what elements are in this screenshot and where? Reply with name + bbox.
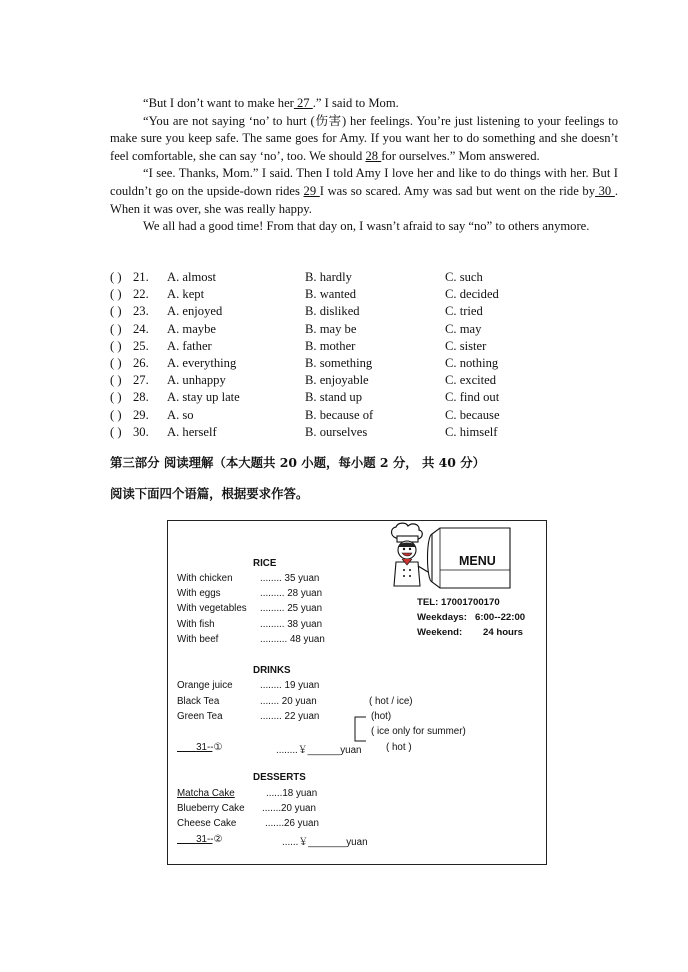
dessert-item-name: Cheese Cake (177, 818, 237, 829)
question-number: 26. (133, 355, 149, 370)
option-row (110, 356, 630, 373)
option-a: A. unhappy (167, 373, 226, 388)
answer-paren: ( ) (110, 338, 122, 353)
drink-item-name: Green Tea (177, 711, 223, 722)
option-a: A. herself (167, 424, 217, 439)
passage-text: .” I said to Mom. (312, 96, 399, 110)
question-number: 27. (133, 373, 149, 388)
question-number: 22. (133, 287, 149, 302)
weekend-label: Weekend: (417, 627, 463, 638)
weekdays-hours: 6:00--22:00 (475, 612, 526, 623)
passage-text: . When it was over, she was really happy. (110, 183, 618, 216)
bracket-icon (350, 716, 368, 742)
option-a: A. maybe (167, 321, 216, 336)
option-a: A. father (167, 338, 212, 353)
rice-item-name: With vegetables (177, 603, 247, 614)
option-c: C. sister (445, 338, 487, 353)
answer-paren: ( ) (110, 270, 122, 284)
option-a: A. so (167, 407, 194, 422)
rice-item-name: With fish (177, 619, 215, 630)
answer-paren: ( ) (110, 407, 122, 422)
blank-31-1-label: 31--① (196, 742, 223, 753)
rice-heading: RICE (253, 558, 277, 569)
dessert-item-price: .......20 yuan (262, 803, 316, 814)
dessert-item-name: Matcha Cake (177, 788, 235, 799)
option-b: B. hardly (305, 270, 352, 284)
option-c: C. may (445, 321, 482, 336)
option-b: B. enjoyable (305, 373, 369, 388)
passage-text: “You are not saying ‘no’ to hurt (伤害) her feelings. You’re just listening to your feelings to make sure you keep safe. The same goes for Amy. If you want her to do something and she doesn’t feel comfortable, she can say ‘no’, too. We should (110, 113, 618, 163)
blank-31-2 (177, 834, 223, 845)
menu-card (167, 520, 547, 865)
option-a: A. kept (167, 287, 205, 302)
question-number: 25. (133, 338, 149, 353)
option-b: B. ourselves (305, 424, 368, 439)
section-instruction: 阅读下面四个语篇，根据要求作答。 (110, 486, 309, 501)
option-c: C. find out (445, 390, 500, 405)
option-c: C. himself (445, 424, 498, 439)
dessert-item-price: .......26 yuan (265, 818, 319, 829)
option-row (110, 322, 630, 339)
passage-paragraph-4: We all had a good time! From that day on, I wasn’t afraid to say “no” to others anymore. (143, 219, 590, 234)
passage-text: for ourselves.” Mom answered. (381, 148, 540, 163)
option-c: C. decided (445, 287, 499, 302)
blank-31-1-note: ( hot ) (386, 742, 412, 753)
answer-paren: ( ) (110, 424, 122, 439)
question-number: 24. (133, 321, 149, 336)
drink-item-name: Black Tea (177, 696, 220, 707)
question-number: 30. (133, 424, 149, 439)
drink-item-price: ....... 20 yuan (260, 696, 317, 707)
desserts-heading: DESSERTS (253, 772, 306, 783)
drink-item-price: ........ 19 yuan (260, 680, 320, 691)
reading-passage (110, 95, 618, 236)
option-c: C. nothing (445, 355, 499, 370)
option-c: C. such (445, 270, 483, 284)
blank-31-2-label: 31--② (196, 834, 223, 845)
passage-text: “I see. Thanks, Mom.” I said. Then I told Amy I love her and like to do things with her. But I couldn’t go on the upside-down rides (110, 166, 618, 198)
blank-31-2-price: ......￥_______yuan (282, 837, 368, 848)
note-hot: (hot) (371, 711, 392, 722)
option-row (110, 408, 630, 425)
blank-29: 29 (303, 183, 320, 198)
note-ice-summer: ( ice only for summer) (371, 726, 466, 737)
note-hot-ice: ( hot / ice) (369, 696, 413, 707)
dessert-item-name: Blueberry Cake (177, 803, 245, 814)
option-row (110, 425, 630, 442)
question-number: 23. (133, 304, 149, 319)
menu-tel: TEL: 17001700170 (417, 597, 500, 608)
answer-paren: ( ) (110, 373, 122, 388)
answer-paren: ( ) (110, 304, 122, 319)
option-c: C. tried (445, 304, 483, 319)
blank-31-1 (177, 742, 223, 753)
passage-paragraph-3 (110, 165, 618, 218)
question-number: 21. (133, 270, 149, 284)
answer-paren: ( ) (110, 321, 122, 336)
menu-title: MENU (459, 554, 496, 568)
blank-31-1-price: ........￥______yuan (276, 745, 362, 756)
options-list (110, 270, 630, 442)
rice-item-name: With beef (177, 634, 219, 645)
rice-item-price: ........ 35 yuan (260, 573, 320, 584)
dessert-item-price: ......18 yuan (266, 788, 318, 799)
blank-30: 30 (595, 183, 615, 198)
option-a: A. enjoyed (167, 304, 223, 319)
rice-item-price: .......... 48 yuan (260, 634, 325, 645)
weekend-hours: 24 hours (483, 627, 523, 638)
blank-27: 27 (293, 96, 313, 110)
rice-item-price: ......... 25 yuan (260, 603, 323, 614)
rice-item-name: With eggs (177, 588, 221, 599)
answer-paren: ( ) (110, 390, 122, 405)
option-b: B. mother (305, 338, 356, 353)
option-b: B. may be (305, 321, 357, 336)
question-number: 28. (133, 390, 149, 405)
option-a: A. stay up late (167, 390, 240, 405)
option-b: B. something (305, 355, 373, 370)
option-a: A. almost (167, 270, 216, 284)
option-row (110, 373, 630, 390)
passage-text: I was so scared. Amy was sad but went on the ride by (319, 183, 596, 198)
option-row (110, 339, 630, 356)
option-row (110, 304, 630, 321)
weekdays-label: Weekdays: (417, 612, 467, 623)
drink-item-price: ........ 22 yuan (260, 711, 320, 722)
question-number: 29. (133, 407, 149, 422)
passage-text: “But I don’t want to make her (143, 96, 294, 110)
option-row (110, 270, 630, 287)
rice-item-price: ......... 28 yuan (260, 588, 323, 599)
answer-paren: ( ) (110, 287, 122, 302)
rice-item-name: With chicken (177, 573, 233, 584)
option-row (110, 390, 630, 407)
option-c: C. because (445, 407, 500, 422)
option-a: A. everything (167, 355, 237, 370)
drink-item-name: Orange juice (177, 680, 233, 691)
passage-paragraph-2 (110, 113, 618, 166)
section-heading: 第三部分 阅读理解（本大题共 20 小题，每小题 2 分， 共 40 分） (110, 455, 485, 470)
rice-item-price: ......... 38 yuan (260, 619, 323, 630)
option-c: C. excited (445, 373, 497, 388)
option-b: B. disliked (305, 304, 360, 319)
drinks-heading: DRINKS (253, 665, 291, 676)
blank-28: 28 (365, 148, 382, 163)
option-b: B. because of (305, 407, 374, 422)
answer-paren: ( ) (110, 355, 122, 370)
option-b: B. stand up (305, 390, 363, 405)
option-row (110, 287, 630, 304)
passage-paragraph-1 (110, 95, 618, 113)
option-b: B. wanted (305, 287, 357, 302)
